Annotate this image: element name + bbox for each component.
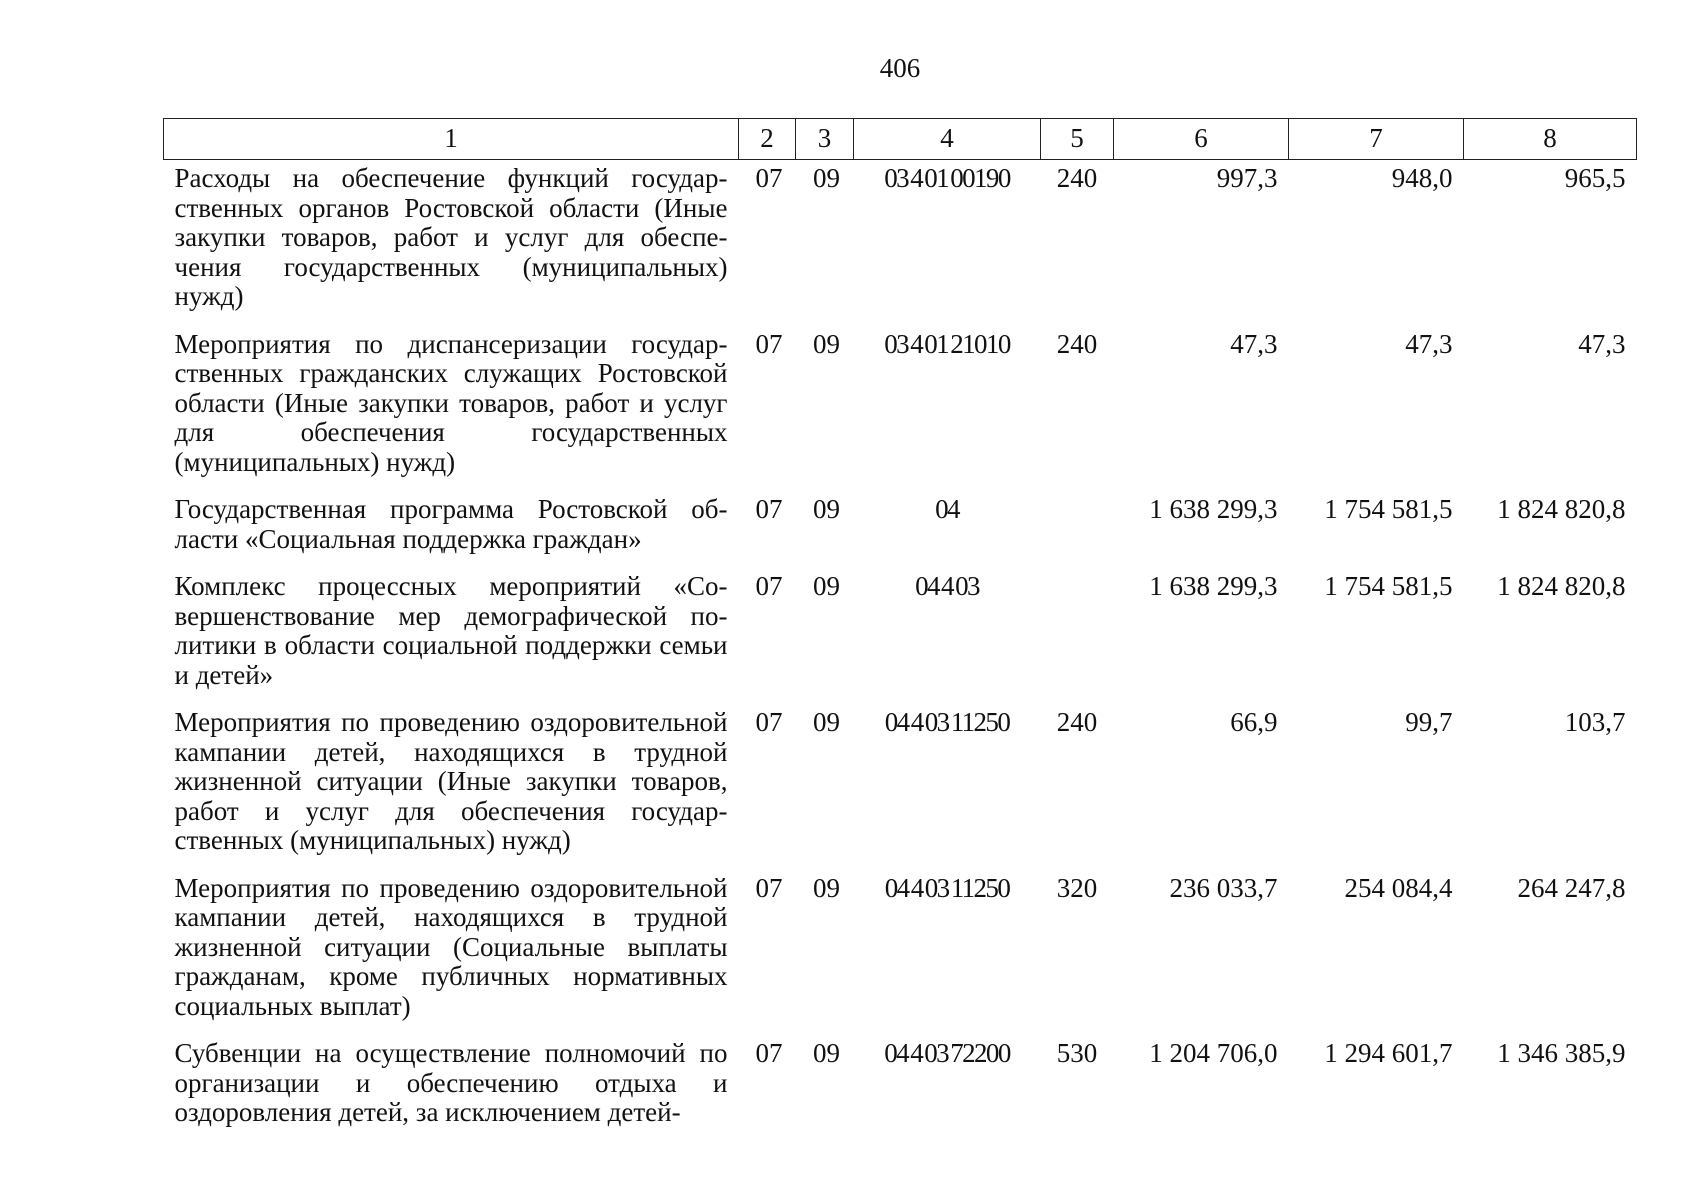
page-number: 406 — [879, 53, 921, 83]
expense-name: Государственная программа Ростовской области «Социальная поддержка граждан» — [174, 494, 728, 554]
expense-name: Комплекс процессных мероприятий «Совершенствование мер демографической политики в области социальной поддержки семьи и детей» — [174, 571, 728, 690]
section-code: 07 — [755, 494, 783, 524]
target-article-code: 03 4 01 21010 — [884, 328, 1010, 359]
amount-col-6: 1 638 299,3 — [1149, 494, 1278, 524]
expense-name: Мероприятия по проведению оздоровительной кампании детей, находящихся в трудной жизненной ситуации (Иные закупки товаров, работ и услуг для обеспечения государственных (муниципальных) нужд) — [174, 707, 728, 855]
table-body — [164, 160, 1637, 1142]
expense-name: Субвенции на осуществление полномочий по организации и обеспечению отдыха и оздоровления детей, за исключением детей- — [174, 1038, 728, 1127]
amount-col-6: 66,9 — [1230, 707, 1278, 737]
section-code: 07 — [755, 707, 783, 737]
expense-type-code: 530 — [1056, 1038, 1098, 1068]
amount-col-6: 1 204 706,0 — [1149, 1038, 1278, 1068]
expense-type-code: 240 — [1056, 328, 1098, 359]
subsection-code: 09 — [813, 163, 840, 193]
section-code: 07 — [755, 571, 783, 601]
section-code: 07 — [755, 1038, 783, 1068]
amount-col-7: 1 294 601,7 — [1324, 1038, 1453, 1068]
header-col-4: 4 — [854, 119, 1041, 160]
amount-col-8: 1 824 820,8 — [1497, 571, 1626, 601]
subsection-code: 09 — [813, 571, 840, 601]
amount-col-8: 1 346 385,9 — [1497, 1038, 1626, 1068]
amount-col-8: 103,7 — [1564, 707, 1626, 737]
expense-type-code — [1041, 491, 1114, 568]
amount-col-8: 264 247,8 — [1517, 872, 1626, 903]
target-article-code: 04 4 03 11250 — [884, 707, 1010, 737]
amount-col-6: 997,3 — [1216, 163, 1278, 193]
expense-type-code: 320 — [1056, 872, 1098, 903]
table-header — [164, 119, 1637, 160]
amount-col-6: 236 033,7 — [1169, 872, 1278, 903]
table-row — [164, 160, 1637, 326]
target-article-code: 04 4 03 — [915, 571, 979, 601]
header-col-3: 3 — [796, 119, 854, 160]
header-col-5: 5 — [1041, 119, 1114, 160]
section-code: 07 — [755, 328, 783, 359]
subsection-code: 09 — [813, 328, 840, 359]
amount-col-7: 1 754 581,5 — [1324, 494, 1453, 524]
amount-col-8: 1 824 820,8 — [1497, 494, 1626, 524]
section-code: 07 — [755, 872, 783, 903]
subsection-code: 09 — [813, 494, 840, 524]
header-col-2: 2 — [739, 119, 796, 160]
target-article-code: 04 — [935, 494, 959, 524]
expense-name: Расходы на обеспечение функций государственных органов Ростовской области (Иные закупки товаров, работ и услуг для обеспечения государственных (муниципальных) нужд) — [174, 163, 728, 311]
expense-type-code: 240 — [1056, 163, 1098, 193]
amount-col-7: 948,0 — [1391, 163, 1453, 193]
header-col-7: 7 — [1289, 119, 1464, 160]
budget-table — [163, 118, 1637, 1142]
amount-col-8: 965,5 — [1564, 163, 1626, 193]
header-col-1: 1 — [164, 119, 739, 160]
subsection-code: 09 — [813, 1038, 840, 1068]
table-row — [164, 870, 1637, 1036]
amount-col-7: 99,7 — [1405, 707, 1453, 737]
amount-col-6: 1 638 299,3 — [1149, 571, 1278, 601]
target-article-code: 04 4 03 11250 — [884, 872, 1010, 903]
table-row — [164, 704, 1637, 870]
expense-type-code: 240 — [1056, 707, 1098, 737]
expense-type-code — [1041, 568, 1114, 704]
section-code: 07 — [755, 163, 783, 193]
amount-col-7: 47,3 — [1405, 328, 1453, 359]
target-article-code: 03 4 01 00190 — [884, 163, 1010, 193]
table-row — [164, 326, 1637, 492]
amount-col-7: 1 754 581,5 — [1324, 571, 1453, 601]
subsection-code: 09 — [813, 707, 840, 737]
amount-col-7: 254 084,4 — [1344, 872, 1453, 903]
expense-name: Мероприятия по проведению оздоровительной кампании детей, находящихся в трудной жизненной ситуации (Социальные выплаты гражданам, кроме публичных нормативных социальных выплат) — [174, 872, 728, 1021]
header-col-8: 8 — [1464, 119, 1637, 160]
target-article-code: 04 4 03 72200 — [884, 1038, 1010, 1068]
header-col-6: 6 — [1114, 119, 1289, 160]
amount-col-6: 47,3 — [1230, 328, 1278, 359]
subsection-code: 09 — [813, 872, 840, 903]
amount-col-8: 47,3 — [1578, 328, 1626, 359]
expense-name: Мероприятия по диспансеризации государственных гражданских служащих Ростовской области (Иные закупки товаров, работ и услуг для обеспечения государственных (муниципальных) нужд) — [174, 328, 728, 477]
header-row — [164, 119, 1637, 160]
table-row — [164, 491, 1637, 568]
table-row — [164, 1035, 1637, 1142]
table-row — [164, 568, 1637, 704]
